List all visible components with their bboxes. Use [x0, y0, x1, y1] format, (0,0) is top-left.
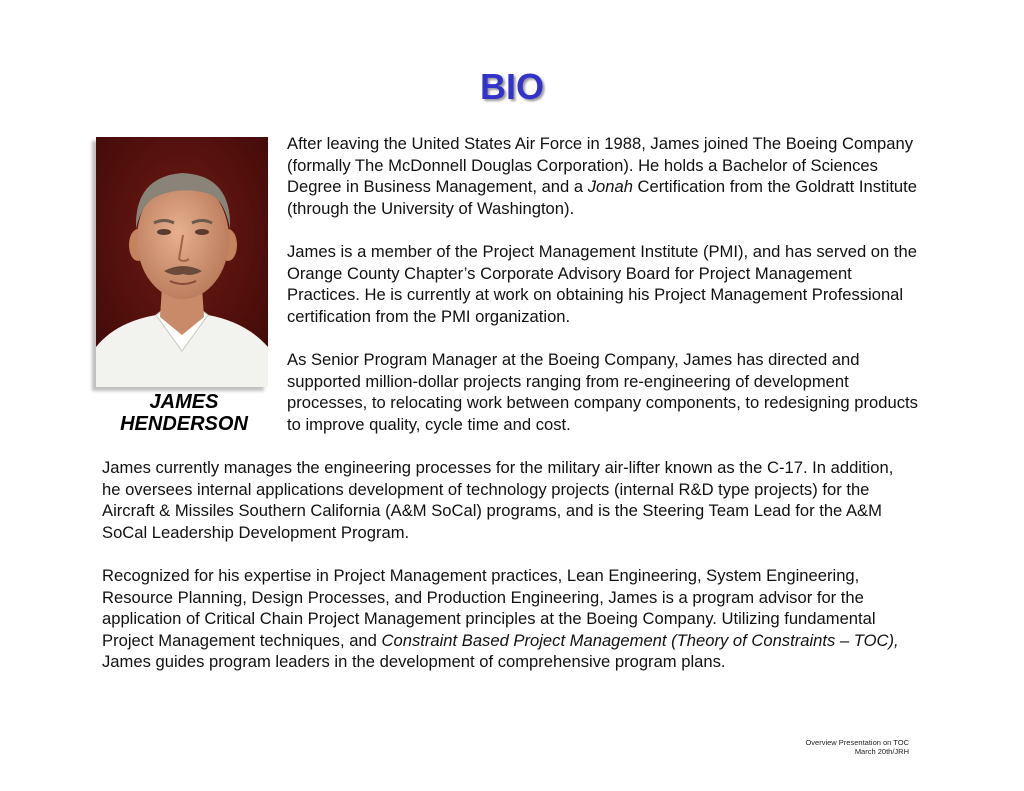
footer-note — [805, 738, 909, 756]
bio-paragraph-5 — [102, 565, 927, 673]
portrait-photo — [96, 137, 268, 387]
person-name-line2: HENDERSON — [120, 413, 248, 435]
footer-line-2: March 20th/JRH — [854, 747, 909, 756]
bio-paragraph-1-italic: Jonah — [587, 177, 633, 197]
bio-paragraph-5-text-b: James guides program leaders in the development of comprehensive program plans. — [102, 652, 726, 672]
footer-line-1: Overview Presentation on TOC — [805, 738, 909, 747]
person-name-line1: JAMES — [149, 391, 219, 413]
bio-paragraph-3: As Senior Program Manager at the Boeing Company, James has directed and supported million-dollar projects ranging from re-engineering of development processes, to relocating work between company components, to redesigning products to improve quality, cycle time and cost. — [287, 350, 918, 434]
bio-paragraph-1 — [287, 133, 927, 219]
bio-paragraph-1-text-b: Certification from the Goldratt Institute (through the University of Washington). — [287, 177, 917, 218]
bio-paragraph-5-italic: Constraint Based Project Management (Theory of Constraints – TOC), — [381, 630, 899, 650]
page-title: BIO — [479, 66, 544, 107]
bio-paragraph-1-text-a: After leaving the United States Air Force in 1988, James joined The Boeing Company (formally The McDonnell Douglas Corporation). He holds a Bachelor of Sciences Degree in Business Management, and a — [287, 134, 914, 197]
bio-paragraph-4: James currently manages the engineering processes for the military air-lifter known as the C-17. In addition, he oversees internal applications development of technology projects (internal R&D type projects) for the Aircraft & Missiles Southern California (A&M SoCal) programs, and is the Steering Team Lead for the A&M SoCal Leadership Development Program. — [102, 458, 894, 542]
person-name — [100, 391, 268, 435]
bio-paragraph-5-text-a: Recognized for his expertise in Project Management practices, Lean Engineering, System Engineering, Resource Planning, Design Processes, and Production Engineering, James is a program advisor for the application of Critical Chain Project Management principles at the Boeing Company. Utilizing fundamental Project Management techniques, and — [102, 566, 876, 650]
bio-paragraph-2: James is a member of the Project Management Institute (PMI), and has served on the Orange County Chapter’s Corporate Advisory Board for Project Management Practices. He is currently at work on obtaining his Project Management Professional certification from the PMI organization. — [287, 242, 917, 326]
